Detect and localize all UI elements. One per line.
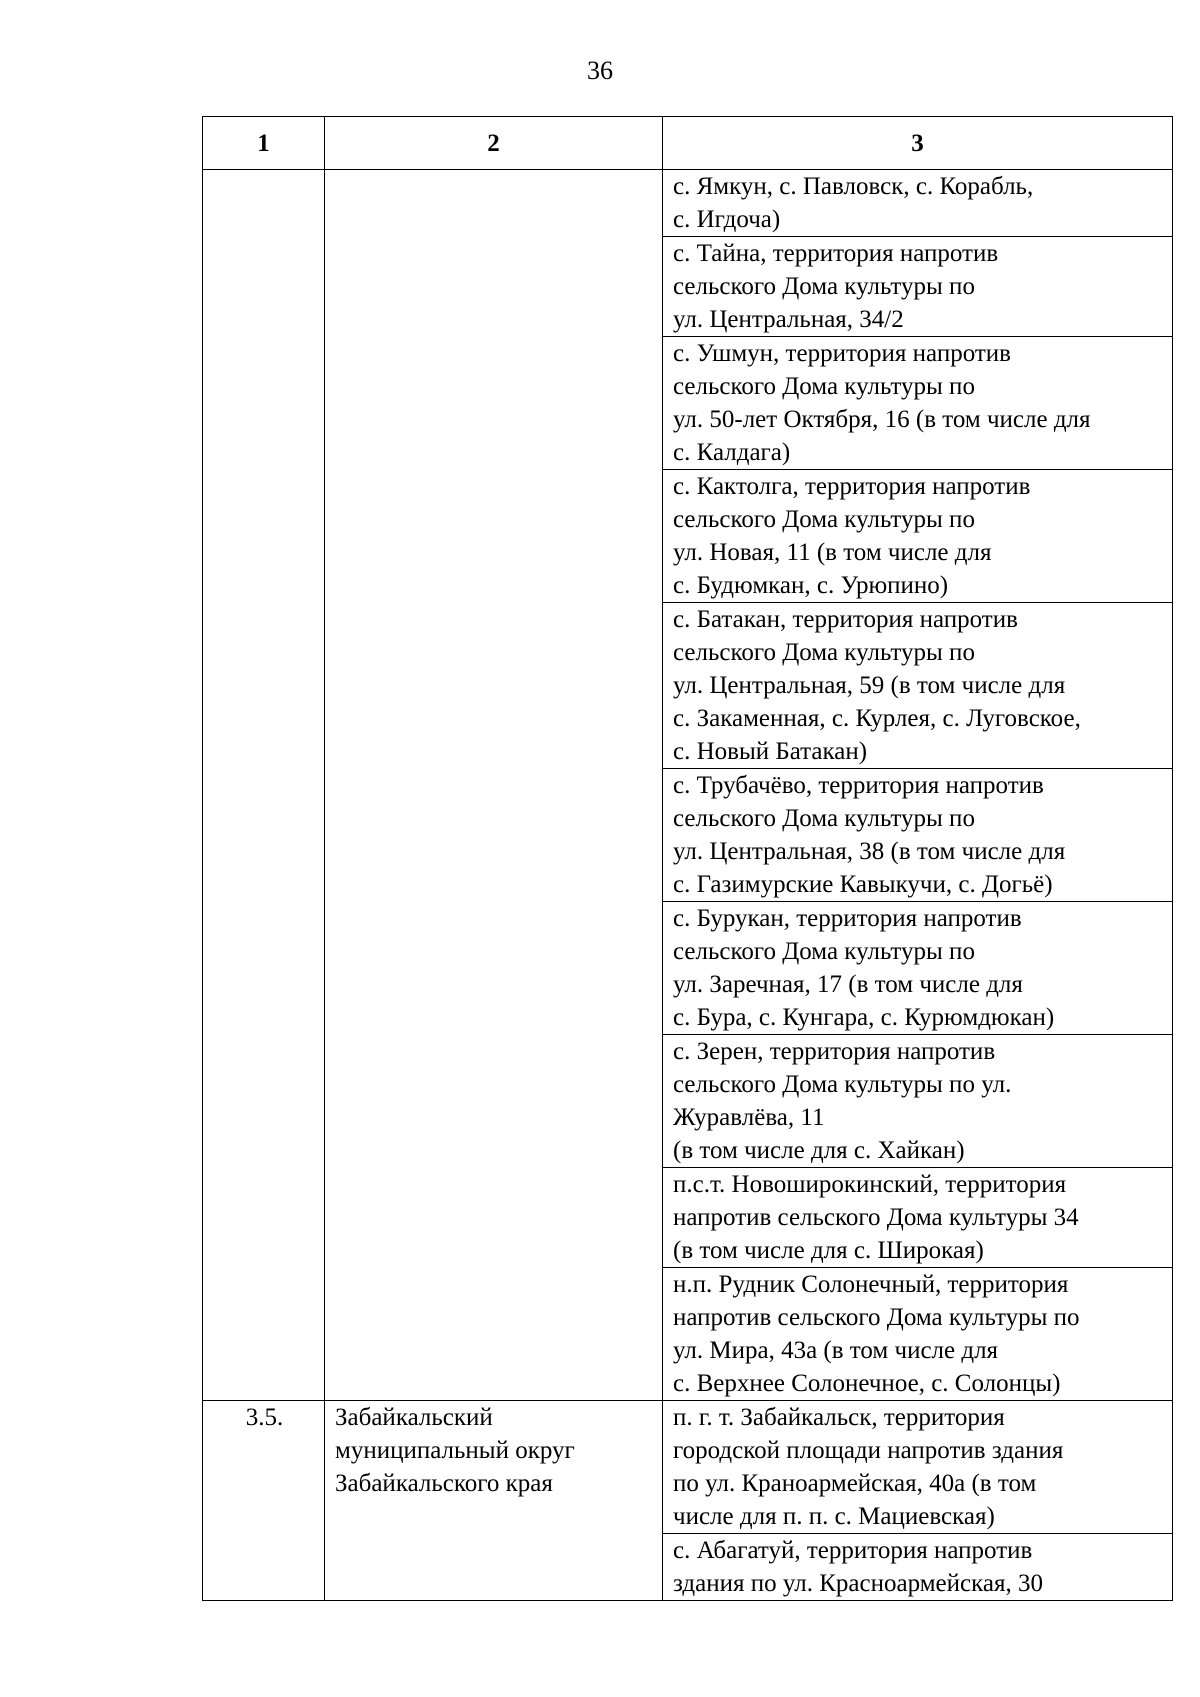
page-number: 36 — [587, 56, 613, 85]
place-cell — [663, 170, 1173, 237]
text-line: с. Новый Батакан) — [673, 738, 868, 765]
place-cell — [663, 902, 1173, 1035]
text-line: сельского Дома культуры по — [673, 506, 975, 533]
place-cell — [663, 603, 1173, 769]
text-line: Забайкальского края — [335, 1470, 553, 1497]
place-cell — [663, 1268, 1173, 1401]
text-line: ул. Мира, 43а (в том числе для — [673, 1337, 999, 1364]
text-line: с. Игдоча) — [673, 206, 781, 233]
text-line: напротив сельского Дома культуры по — [673, 1304, 1080, 1331]
text-line: ул. 50-лет Октября, 16 (в том числе для — [673, 406, 1091, 433]
text-line: ул. Новая, 11 (в том числе для — [673, 539, 992, 566]
column-header-2: 2 — [325, 117, 663, 170]
text-line: с. Абагатуй, территория напротив — [673, 1537, 1033, 1564]
place-cell — [663, 1401, 1173, 1534]
text-line: (в том числе для с. Хайкан) — [673, 1137, 965, 1164]
text-line: Журавлёва, 11 — [673, 1104, 825, 1131]
text-line: Забайкальский — [335, 1404, 493, 1431]
text-line: с. Калдага) — [673, 439, 791, 466]
text-line: с. Бурукан, территория напротив — [673, 905, 1022, 932]
text-line: с. Верхнее Солонечное, с. Солонцы) — [673, 1370, 1061, 1397]
place-cell — [663, 1035, 1173, 1168]
text-line: с. Ушмун, территория напротив — [673, 340, 1011, 367]
place-cell — [663, 769, 1173, 902]
text-line: с. Закаменная, с. Курлея, с. Луговское, — [673, 705, 1081, 732]
text-line: сельского Дома культуры по — [673, 273, 975, 300]
text-line: муниципальный округ — [335, 1437, 575, 1464]
text-line: с. Зерен, территория напротив — [673, 1038, 996, 1065]
place-cell — [663, 1168, 1173, 1268]
text-line: с. Трубачёво, территория напротив — [673, 772, 1044, 799]
text-line: п. г. т. Забайкальск, территория — [673, 1404, 1005, 1431]
text-line: напротив сельского Дома культуры 34 — [673, 1204, 1079, 1231]
section-number-cell: 3.5. — [203, 1401, 325, 1601]
text-line: с. Будюмкан, с. Урюпино) — [673, 572, 949, 599]
column-header-1: 1 — [203, 117, 325, 170]
text-line: с. Ямкун, с. Павловск, с. Корабль, — [673, 173, 1034, 200]
text-line: сельского Дома культуры по — [673, 373, 975, 400]
text-line: городской площади напротив здания — [673, 1437, 1064, 1464]
text-line: с. Газимурские Кавыкучи, с. Догьё) — [673, 871, 1053, 898]
text-line: числе для п. п. с. Мациевская) — [673, 1503, 995, 1530]
table-row — [203, 1401, 1173, 1534]
text-line: с. Батакан, территория напротив — [673, 606, 1018, 633]
text-line: п.с.т. Новоширокинский, территория — [673, 1171, 1067, 1198]
text-line: сельского Дома культуры по ул. — [673, 1071, 1012, 1098]
column-header-3: 3 — [663, 117, 1173, 170]
text-line: с. Кактолга, территория напротив — [673, 473, 1031, 500]
place-cell — [663, 1534, 1173, 1601]
place-cell — [663, 337, 1173, 470]
section-name-cell — [325, 170, 663, 1401]
text-line: ул. Центральная, 59 (в том числе для — [673, 672, 1066, 699]
place-cell — [663, 470, 1173, 603]
section-name-cell — [325, 1401, 663, 1601]
text-line: сельского Дома культуры по — [673, 639, 975, 666]
table-row — [203, 170, 1173, 237]
text-line: с. Тайна, территория напротив — [673, 240, 999, 267]
text-line: ул. Центральная, 34/2 — [673, 306, 904, 333]
text-line: здания по ул. Красноармейская, 30 — [673, 1570, 1043, 1597]
text-line: сельского Дома культуры по — [673, 938, 975, 965]
locations-table — [202, 116, 1173, 1601]
text-line: сельского Дома культуры по — [673, 805, 975, 832]
text-line: ул. Заречная, 17 (в том числе для — [673, 971, 1023, 998]
section-number-cell — [203, 170, 325, 1401]
text-line: по ул. Краноармейская, 40а (в том — [673, 1470, 1037, 1497]
table-body — [203, 170, 1173, 1601]
text-line: ул. Центральная, 38 (в том числе для — [673, 838, 1066, 865]
place-cell — [663, 237, 1173, 337]
text-line: с. Бура, с. Кунгара, с. Курюмдюкан) — [673, 1004, 1055, 1031]
text-line: (в том числе для с. Широкая) — [673, 1237, 984, 1264]
table-header-row — [203, 117, 1173, 170]
text-line: н.п. Рудник Солонечный, территория — [673, 1271, 1069, 1298]
